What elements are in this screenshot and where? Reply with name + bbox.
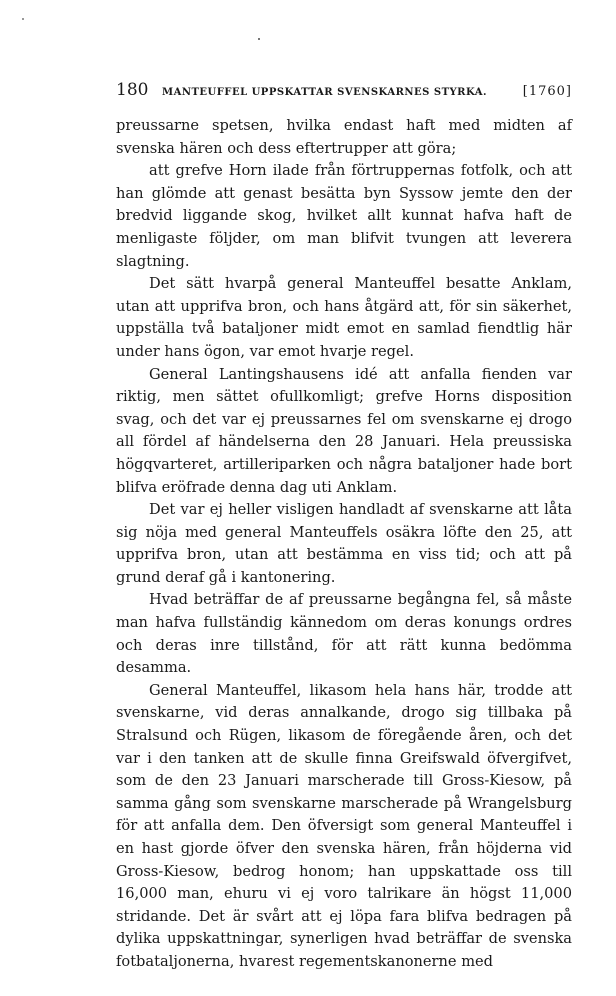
scan-speck-left	[22, 18, 24, 20]
paragraph: General Manteuffel, likasom hela hans här, trodde att svenskarne, vid deras annalkande, drogo sig tillbaka på Stralsund och Rügen, likasom de föregående åren, och det var i den tanken att de skulle finna Greifswald öfvergifvet, som de den 23 Januari marscherade till Gross-Kiesow, på samma gång som svenskarne marscherade på Wrangelsburg för att anfalla dem. Den öfversigt som general Manteuffel i en hast gjorde öfver den svenska hären, från höjderna vid Gross-Kiesow, bedrog honom; han uppskattade oss till 16,000 man, ehuru vi ej voro talrikare än högst 11,000 stridande. Det är svårt att ej löpa fara blifva bedragen på dylika uppskattningar, synerligen hvad beträffar de svenska fotbataljonerna, hvarest regementskanonerne med	[116, 681, 572, 970]
paragraph: Det var ej heller visligen handladt af svenskarne att låta sig nöja med general Manteuffels osäkra löfte den 25, att upprifva bron, utan att bestämma en viss tid; och att på grund deraf gå i kantonering.	[116, 501, 572, 586]
running-title: MANTEUFFEL UPPSKATTAR SVENSKARNES STYRKA.	[162, 87, 488, 98]
paragraph: General Lantingshausens idé att anfalla fienden var riktig, men sättet ofullkomligt; grefve Horns disposition svag, och det var ej preussarnes fel om svenskarne ej drogo all fördel af händelserna den 28 Januari. Hela preussiska högqvarteret, artilleriparken och några bataljoner hade bort blifva eröfrade denna dag uti Anklam.	[116, 365, 572, 496]
paragraph: att grefve Horn ilade från förtruppernas fotfolk, och att han glömde att genast besätta byn Syssow jemte den der bredvid liggande skog, hvilket allt kunnat hafva haft de menligaste följder, om man blifvit tvungen att leverera slagtning.	[116, 162, 572, 270]
running-header	[116, 80, 572, 103]
scan-speck-top	[258, 38, 260, 40]
paragraph: preussarne spetsen, hvilka endast haft med midten af svenska hären och dess eftertrupper att göra;	[116, 117, 572, 157]
body-text	[116, 115, 572, 974]
paragraph: Det sätt hvarpå general Manteuffel besatte Anklam, utan att upprifva bron, och hans åtgärd att, för sin säkerhet, uppställa två bataljoner midt emot en samlad fiendtlig här under hans ögon, var emot hvarje regel.	[116, 275, 572, 360]
page-number: 180	[116, 80, 149, 100]
book-page	[116, 80, 572, 974]
year-marker: [1760]	[522, 84, 572, 99]
paragraph: Hvad beträffar de af preussarne begångna fel, så måste man hafva fullständig kännedom om deras konungs ordres och deras inre tillstånd, för att rätt kunna bedömma desamma.	[116, 591, 572, 677]
